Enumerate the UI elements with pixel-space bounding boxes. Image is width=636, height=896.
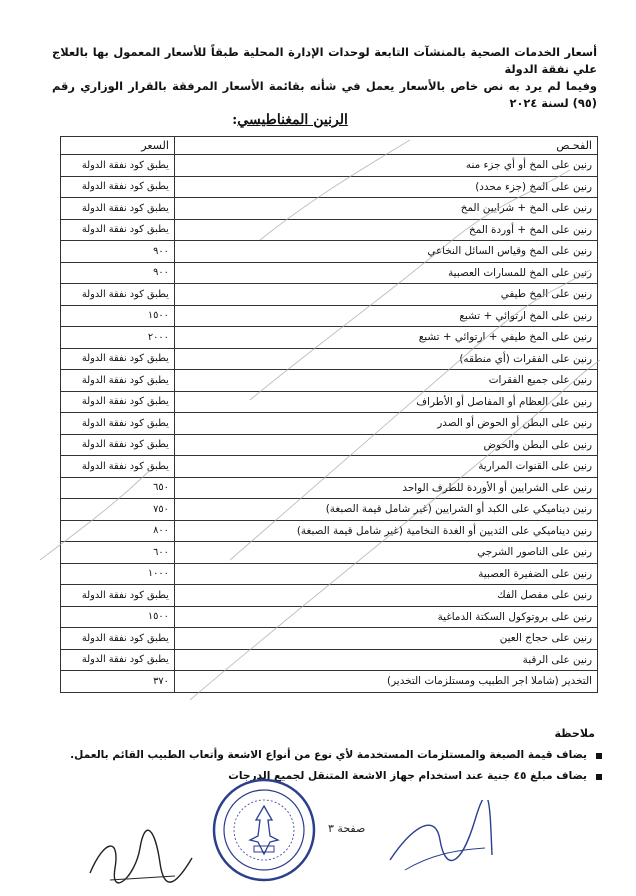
table-header-row [61, 137, 598, 155]
exam-cell: رنين على جميع الفقرات [174, 370, 597, 392]
exam-cell: رنين ديناميكي على الكبد أو الشرايين (غير شامل قيمة الصبغة) [174, 499, 597, 521]
exam-cell: رنين على الفقرات (أي منطقه) [174, 348, 597, 370]
exam-cell: رنين على المخ طيفي + ارتوائي + تشبع [174, 327, 597, 349]
exam-cell: رنين على حجاج العين [174, 628, 597, 650]
table-row [61, 649, 598, 671]
table-row [61, 155, 598, 177]
price-cell: يطبق كود نفقة الدولة [61, 198, 175, 220]
exam-cell: رنين على المخ أو أي جزء منه [174, 155, 597, 177]
intro-line-1: أسعار الخدمات الصحية بالمنشآت التابعة لوحدات الإدارة المحلية طبقاً للأسعار المعمول بها بالعلاج علي نفقة الدولة [52, 45, 597, 76]
exam-cell: رنين على المخ للمسارات العصبية [174, 262, 597, 284]
table-row [61, 563, 598, 585]
table-row [61, 606, 598, 628]
section-title [200, 112, 380, 128]
table-row [61, 198, 598, 220]
section-title-text: الرنين المغناطيسي [237, 112, 348, 128]
price-cell: يطبق كود نفقة الدولة [61, 176, 175, 198]
exam-cell: رنين على المخ وقياس السائل النخاعي [174, 241, 597, 263]
price-cell: ٧٥٠ [61, 499, 175, 521]
price-cell: ٩٠٠ [61, 241, 175, 263]
notes-title: ملاحظة [554, 727, 595, 740]
table-row [61, 628, 598, 650]
table-row [61, 585, 598, 607]
header-price: السعر [61, 137, 175, 155]
exam-cell: رنين على المخ (جزء محدد) [174, 176, 597, 198]
exam-cell: التخدير (شاملا اجر الطبيب ومستلزمات التخدير) [174, 671, 597, 693]
exam-cell: رنين على الشرايين أو الأوردة للطرف الواحد [174, 477, 597, 499]
table-row [61, 520, 598, 542]
table-row [61, 262, 598, 284]
table-row [61, 327, 598, 349]
note-item: يضاف مبلغ ٤٥ جنية عند استخدام جهاز الاشعة المتنقل لجميع الدرجات [60, 766, 605, 787]
table-row [61, 456, 598, 478]
price-cell: يطبق كود نفقة الدولة [61, 434, 175, 456]
price-cell: ٨٠٠ [61, 520, 175, 542]
exam-cell: رنين على القنوات المرارية [174, 456, 597, 478]
price-cell: ٦٠٠ [61, 542, 175, 564]
exam-cell: رنين على المخ ارتوائي + تشبع [174, 305, 597, 327]
price-cell: ٩٠٠ [61, 262, 175, 284]
price-cell: يطبق كود نفقة الدولة [61, 391, 175, 413]
intro-line-2: وفيما لم يرد به نص خاص بالأسعار يعمل في شأنه بقائمة الأسعار المرفقة بالقرار الوزاري رقم (٩٥) لسنة ٢٠٢٤ [52, 79, 597, 110]
page-number: صفحة ٣ [328, 822, 366, 835]
table-row [61, 542, 598, 564]
exam-cell: رنين ديناميكي على الثديين أو الغدة النخامية (غير شامل قيمة الصبغة) [174, 520, 597, 542]
price-cell: ٢٠٠٠ [61, 327, 175, 349]
table-row [61, 370, 598, 392]
price-cell: يطبق كود نفقة الدولة [61, 348, 175, 370]
price-cell: ٦٥٠ [61, 477, 175, 499]
exam-cell: رنين على البطن والحوض [174, 434, 597, 456]
exam-cell: رنين على البطن أو الحوض أو الصدر [174, 413, 597, 435]
table-row [61, 671, 598, 693]
price-cell: يطبق كود نفقة الدولة [61, 219, 175, 241]
notes-list [60, 745, 605, 787]
table-row [61, 305, 598, 327]
table-row [61, 413, 598, 435]
price-cell: يطبق كود نفقة الدولة [61, 413, 175, 435]
exam-cell: رنين على المخ طيفي [174, 284, 597, 306]
section-title-colon: : [232, 112, 238, 128]
price-cell: يطبق كود نفقة الدولة [61, 284, 175, 306]
table-row [61, 241, 598, 263]
price-cell: ١٥٠٠ [61, 305, 175, 327]
signature-right [380, 800, 500, 880]
table-body [61, 155, 598, 693]
price-cell: يطبق كود نفقة الدولة [61, 370, 175, 392]
exam-cell: رنين على الناصور الشرجي [174, 542, 597, 564]
signature-left [80, 818, 200, 888]
table-row [61, 477, 598, 499]
ministry-stamp [210, 776, 318, 884]
table-row [61, 391, 598, 413]
price-table [60, 136, 598, 693]
price-cell: يطبق كود نفقة الدولة [61, 585, 175, 607]
price-cell: يطبق كود نفقة الدولة [61, 628, 175, 650]
table-row [61, 176, 598, 198]
table-row [61, 219, 598, 241]
exam-cell: رنين على العظام أو المفاصل أو الأطراف [174, 391, 597, 413]
exam-cell: رنين على الرقبة [174, 649, 597, 671]
table-row [61, 348, 598, 370]
price-cell: ٣٧٠ [61, 671, 175, 693]
table-row [61, 499, 598, 521]
exam-cell: رنين على بروتوكول السكتة الدماغية [174, 606, 597, 628]
price-cell: يطبق كود نفقة الدولة [61, 649, 175, 671]
intro-paragraph [52, 44, 597, 112]
price-cell: يطبق كود نفقة الدولة [61, 155, 175, 177]
exam-cell: رنين على المخ + شرايين المخ [174, 198, 597, 220]
header-exam: الفحـص [174, 137, 597, 155]
price-cell: يطبق كود نفقة الدولة [61, 456, 175, 478]
price-cell: ١٥٠٠ [61, 606, 175, 628]
exam-cell: رنين على مفصل الفك [174, 585, 597, 607]
note-item: يضاف قيمة الصبغة والمستلزمات المستخدمة لأي نوع من أنواع الاشعة وأتعاب الطبيب القائم بالعمل. [60, 745, 605, 766]
exam-cell: رنين على الضفيرة العصبية [174, 563, 597, 585]
price-cell: ١٠٠٠ [61, 563, 175, 585]
table-row [61, 284, 598, 306]
exam-cell: رنين على المخ + أوردة المخ [174, 219, 597, 241]
table-row [61, 434, 598, 456]
